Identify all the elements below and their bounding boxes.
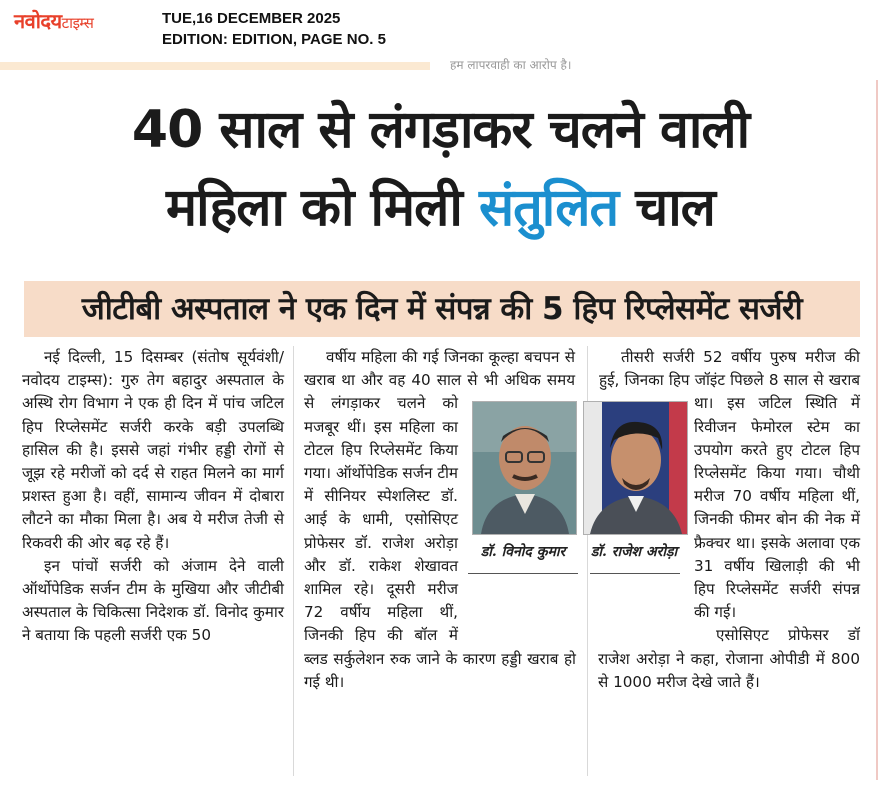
edition-line: EDITION: EDITION, PAGE NO. 5 [162,31,386,48]
headline-line-1: 40 साल से लंगड़ाकर चलने वाली [131,100,750,160]
headline-line-2-suffix: चाल [618,178,715,238]
article-paragraph: एसोसिएट प्रोफेसर डॉ राजेश अरोड़ा ने कहा, रोजाना ओपीडी में 800 से 1000 मरीज देखे जाते हैं। [598,626,860,691]
article-paragraph: वर्षीय महिला की गई जिनका कूल्हा बचपन से खराब था और वह 40 साल से भी अधिक समय से लंगड़ाकर चलने को मजबूर थीं। इस महिला का टोटल हिप रिप्लेसमेंट किया गया। ऑर्थोपेडिक सर्जन टीम में सीनियर स्पेशलिस्ट डॉ. आई के धामी, एसोसिएट प्रोफेसर डॉ. राजेश अरोड़ा और डॉ. राकेश शेखावत शामिल रहे। दूसरी मरीज 72 वर्षीय महिला थीं, जिनकी हिप की बॉल में ब्लड सर्कुलेशन रुक जाने के कारण हड्डी खराब हो गई थी। [304,348,576,691]
masthead-bar [0,0,881,62]
headline-highlight-word: संतुलित [478,178,619,238]
edition-info [162,8,386,50]
article-paragraph: तीसरी सर्जरी 52 वर्षीय पुरुष मरीज की हुई, जिनका हिप जॉइंट पिछले 8 साल से खराब था। इस जटिल स्थिति में रिवीजन फेमोरल स्टेम का उपयोग करते हुए टोटल हिप रिप्लेसमेंट किया गया। चौथी मरीज 70 वर्षीय महिला थीं, जिनकी फीमर बोन की नेक में फ्रैक्चर था। इसके अलावा एक 31 वर्षीय खिलाड़ी की भी हिप रिप्लेसमेंट सर्जरी संपन्न की गई। [599,348,860,622]
portrait-icon [473,402,576,534]
newspaper-logo [14,7,93,34]
photo-caption-2: डॉ. राजेश अरोड़ा [590,544,678,560]
article-paragraph: इन पांचों सर्जरी को अंजाम देने वाली ऑर्थोपेडिक सर्जन टीम के मुखिया और जीटीबी अस्पताल के चिकित्सा निदेशक डॉ. विनोद कुमार ने बताया कि पहली सर्जरी एक 50 [22,556,284,645]
doctor-photo-rajesh-arora [583,401,688,535]
headline-line-2 [0,176,881,240]
previous-article-fragment: हम लापरवाही का आरोप है। [450,58,572,70]
doctor-photo-vinod-kumar [472,401,577,535]
clip-edge-strip [0,62,430,70]
caption-rule [590,573,680,574]
article-paragraph: नई दिल्ली, 15 दिसम्बर (संतोष सूर्यवंशी/नवोदय टाइम्स): गुरु तेग बहादुर अस्पताल के अस्थि रोग विभाग ने एक ही दिन में पांच जटिल हिप रिप्लेसमेंट सर्जरी करके बड़ी उपलब्धि हासिल की है। इससे जहां गंभीर हड्डी रोगों से जूझ रहे मरीजों को दर्द से राहत मिलने का मार्ग प्रशस्त हुआ है। वहीं, सामान्य जीवन में दोबारा लौटने का मौका मिला है। अब ये मरीज तेजी से रिकवरी की ओर बढ़ रहे हैं। [22,348,284,552]
logo-main-text: नवोदय [14,9,62,33]
article-column-1 [22,346,284,648]
subheadline-banner: जीटीबी अस्पताल ने एक दिन में संपन्न की 5 हिप रिप्लेसमेंट सर्जरी [24,281,860,337]
headline-line-2-prefix: महिला को मिली [166,178,479,238]
date-line: TUE,16 DECEMBER 2025 [162,10,341,27]
photo-wrap-spacer [575,346,576,400]
photo-caption-1: डॉ. विनोद कुमार [480,544,566,560]
logo-sub-text: टाइम्स [61,14,94,32]
portrait-icon [584,402,687,534]
column-divider [293,346,294,776]
caption-rule [468,573,578,574]
